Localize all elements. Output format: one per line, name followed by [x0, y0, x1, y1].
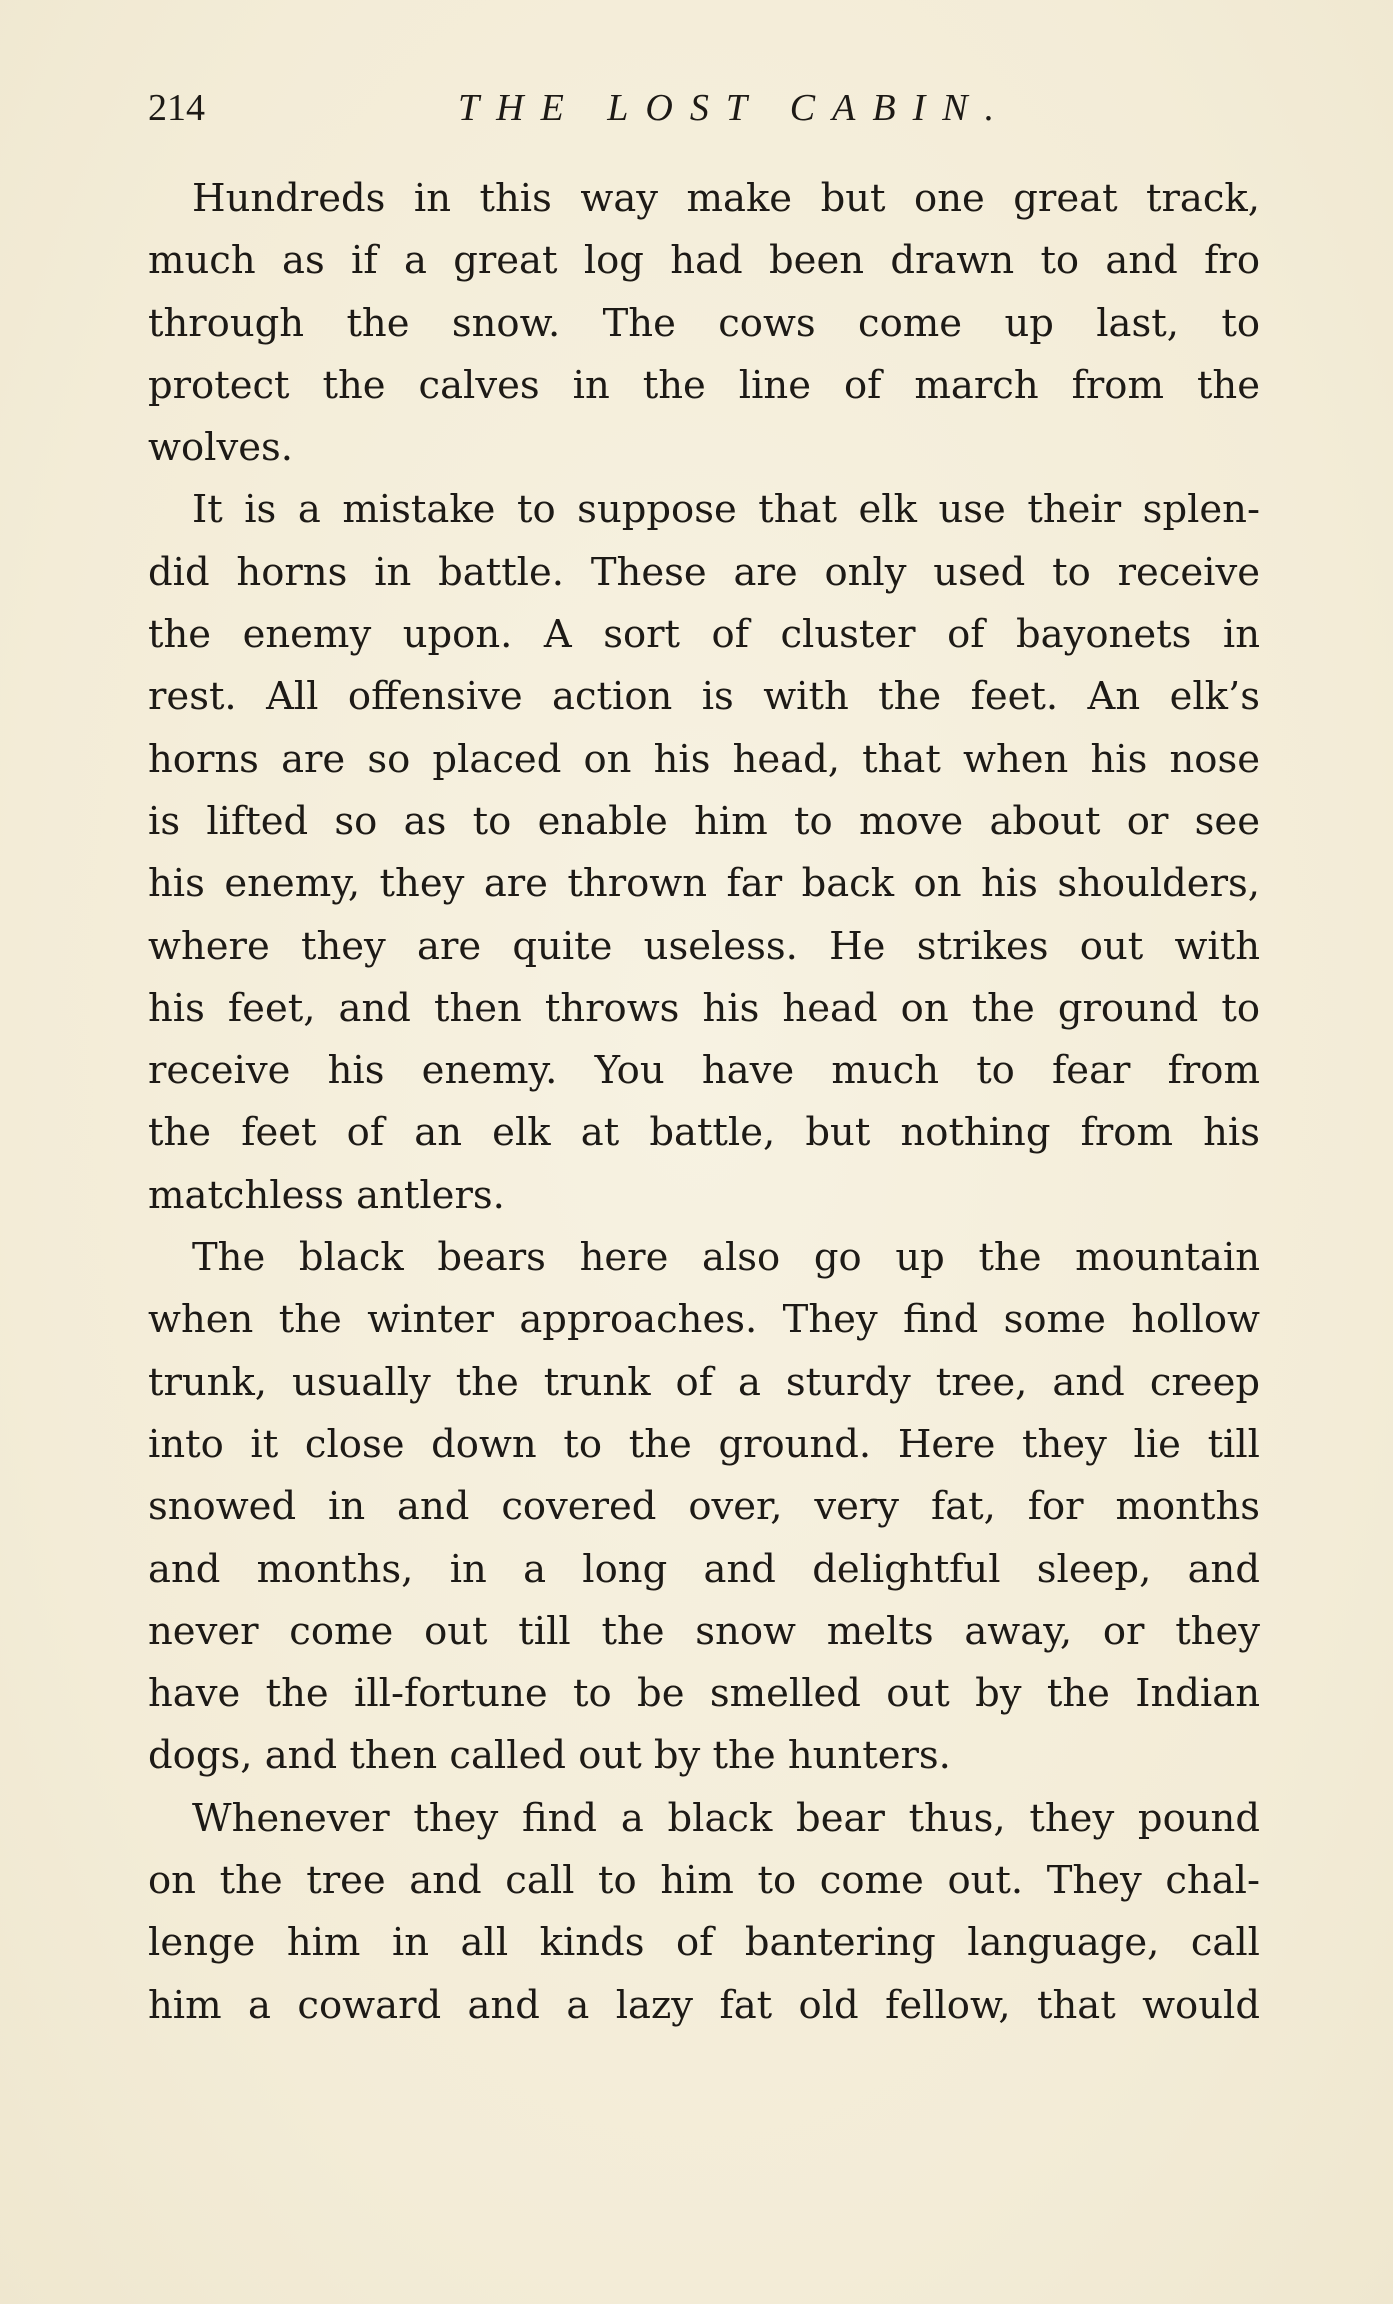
text-line: have the ill-fortune to be smelled out by the Indian	[148, 1671, 1260, 1717]
page-number: 214	[148, 87, 205, 129]
text-line: did horns in battle. These are only used to receive	[148, 549, 1260, 595]
text-line: protect the calves in the line of march from the	[148, 362, 1260, 408]
running-head	[148, 78, 1258, 138]
text-line: lenge him in all kinds of bantering language, call	[148, 1920, 1260, 1966]
text-line: where they are quite useless. He strikes out with	[148, 923, 1260, 969]
text-line: the enemy upon. A sort of cluster of bayonets in	[148, 612, 1260, 658]
text-line: never come out till the snow melts away, or they	[148, 1608, 1260, 1654]
text-line: horns are so placed on his head, that when his nose	[148, 736, 1260, 782]
text-line: much as if a great log had been drawn to and fro	[148, 238, 1260, 284]
text-line: matchless antlers.	[148, 1172, 505, 1218]
text-line: him a coward and a lazy fat old fellow, that would	[148, 1982, 1260, 2028]
text-line: Hundreds in this way make but one great track,	[192, 176, 1260, 221]
text-line: on the tree and call to him to come out. They chal-	[148, 1858, 1260, 1904]
text-line: his feet, and then throws his head on the ground to	[148, 985, 1260, 1031]
text-line: when the winter approaches. They find some hollow	[148, 1297, 1260, 1343]
text-line: and months, in a long and delightful sleep, and	[148, 1546, 1260, 1592]
text-line: rest. All offensive action is with the feet. An elk’s	[148, 674, 1260, 720]
text-line: the feet of an elk at battle, but nothing from his	[148, 1110, 1260, 1156]
text-line: his enemy, they are thrown far back on his shoulders,	[148, 861, 1260, 907]
text-line: trunk, usually the trunk of a sturdy tree, and creep	[148, 1359, 1260, 1405]
text-line: The black bears here also go up the mountain	[192, 1235, 1260, 1281]
running-title: THE LOST CABIN.	[458, 87, 1012, 129]
text-line: into it close down to the ground. Here they lie till	[148, 1421, 1260, 1467]
text-line: receive his enemy. You have much to fear from	[148, 1048, 1260, 1094]
text-line: wolves.	[148, 425, 293, 471]
text-line: dogs, and then called out by the hunters.	[148, 1733, 951, 1779]
text-line: It is a mistake to suppose that elk use their splen-	[192, 487, 1260, 533]
text-line: through the snow. The cows come up last, to	[148, 300, 1260, 346]
text-line: is lifted so as to enable him to move about or see	[148, 798, 1260, 844]
text-line: Whenever they find a black bear thus, they pound	[192, 1795, 1260, 1841]
body-text	[148, 168, 1260, 2037]
text-line: snowed in and covered over, very fat, for months	[148, 1484, 1260, 1530]
